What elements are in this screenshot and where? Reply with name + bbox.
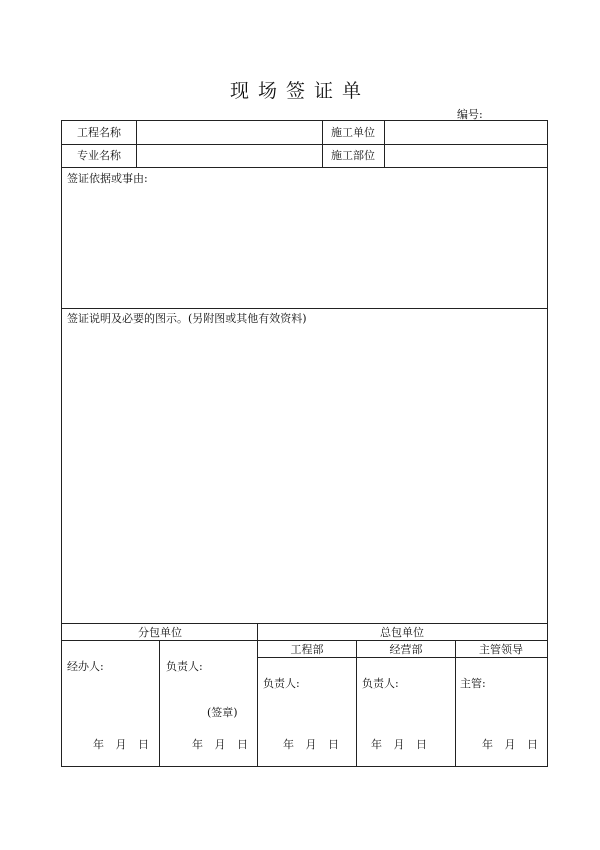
handler-label: 经办人: (67, 660, 104, 673)
serial-number-label: 编号: (457, 108, 483, 121)
project-name-field[interactable] (137, 121, 322, 144)
visa-explanation-label: 签证说明及必要的图示。(另附图或其他有效资料) (67, 312, 307, 325)
leader-header: 主管领导 (479, 643, 523, 656)
general-contractor-header: 总包单位 (380, 626, 424, 639)
visa-form-table (61, 120, 548, 767)
construction-part-label: 施工部位 (331, 149, 375, 162)
engineering-dept-header: 工程部 (290, 643, 324, 656)
column-divider (322, 121, 323, 167)
sub-responsible-label: 负责人: (166, 660, 203, 673)
row-divider (62, 308, 547, 309)
row-divider (62, 167, 547, 168)
business-dept-header: 经营部 (389, 643, 423, 656)
handler-date: 年 月 日 (93, 738, 149, 751)
engineering-date: 年 月 日 (283, 738, 339, 751)
column-divider (257, 623, 258, 766)
row-divider (257, 657, 547, 658)
supervisor-label: 主管: (460, 677, 486, 690)
column-divider (356, 640, 357, 766)
construction-part-field[interactable] (385, 145, 547, 167)
project-name-label: 工程名称 (77, 126, 121, 139)
business-responsible-label: 负责人: (362, 677, 399, 690)
subcontractor-header: 分包单位 (138, 626, 182, 639)
engineering-responsible-label: 负责人: (263, 677, 300, 690)
construction-unit-label: 施工单位 (331, 126, 375, 139)
specialty-name-label: 专业名称 (77, 149, 121, 162)
business-date: 年 月 日 (371, 738, 427, 751)
specialty-name-field[interactable] (137, 145, 322, 167)
row-divider (62, 640, 547, 641)
seal-label: (签章) (207, 706, 238, 719)
column-divider (455, 640, 456, 766)
construction-unit-field[interactable] (385, 121, 547, 144)
row-divider (62, 623, 547, 624)
sub-responsible-date: 年 月 日 (192, 738, 248, 751)
page-title: 现场签证单 (229, 80, 370, 102)
supervisor-date: 年 月 日 (482, 738, 538, 751)
column-divider (159, 640, 160, 766)
visa-basis-label: 签证依据或事由: (67, 172, 148, 185)
